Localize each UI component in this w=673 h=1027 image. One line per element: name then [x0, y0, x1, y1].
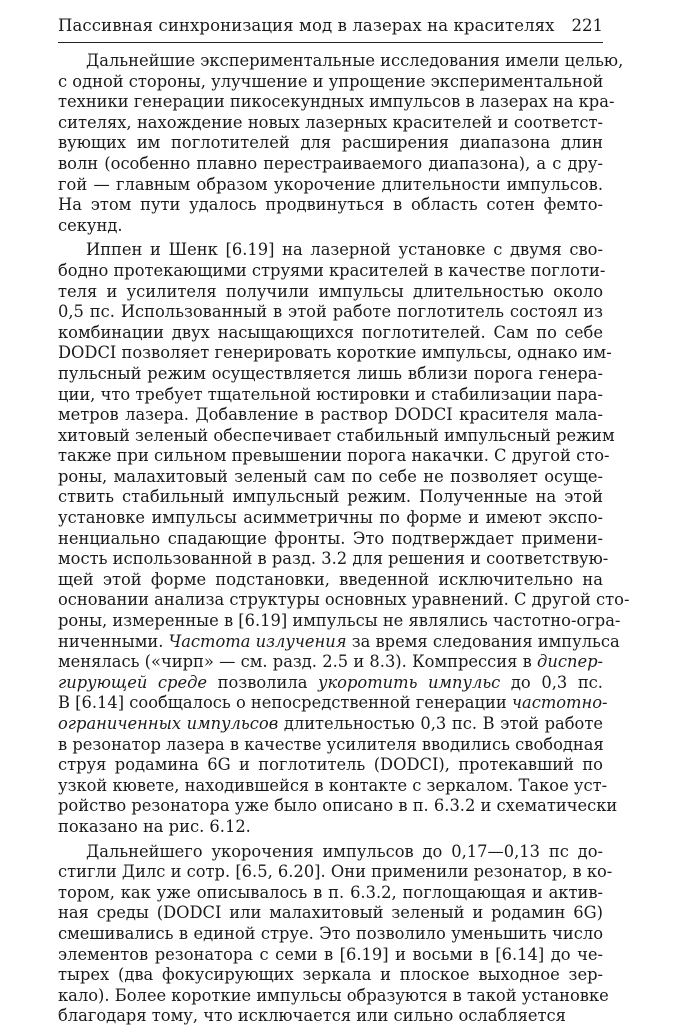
- text-line: волн (особенно плавно перестраиваемого диапазона), а с дру-: [58, 153, 603, 173]
- text-line: сителях, нахождение новых лазерных красителей и соответст-: [58, 112, 603, 132]
- body-text: [58, 51, 630, 1027]
- text-line: установке импульсы асимметричны по форме и имеют экспо-: [58, 508, 603, 528]
- text-line: элементов резонатора с семи в [6.19] и восьми в [6.14] до че-: [58, 944, 603, 964]
- text-line: менялась («чирп» — см. разд. 2.5 и 8.3). Компрессия в диспер-: [58, 652, 603, 672]
- text-line: струя родамина 6G и поглотитель (DODCI), протекавший по: [58, 755, 603, 775]
- text-line: с одной стороны, улучшение и упрощение экспериментальной: [58, 71, 604, 91]
- text-line: также при сильном превышении порога накачки. С другой сто-: [58, 446, 610, 466]
- text-line: В [6.14] сообщалось о непосредственной генерации частотно-: [58, 693, 608, 713]
- page-header: [58, 16, 603, 43]
- paragraph: [58, 841, 613, 1027]
- text-line: в резонатор лазера в качестве усилителя вводились свободная: [58, 734, 604, 754]
- text-line: ствить стабильный импульсный режим. Полученные на этой: [58, 487, 603, 507]
- text-line: ции, что требует тщательной юстировки и стабилизации пара-: [58, 384, 603, 404]
- text-line: комбинации двух насыщающихся поглотителей. Сам по себе: [58, 322, 603, 342]
- text-line: ройство резонатора уже было описано в п. 6.3.2 и схематически: [58, 796, 618, 816]
- text-line: тором, как уже описывалось в п. 6.3.2, поглощающая и актив-: [58, 882, 603, 902]
- text-line: На этом пути удалось продвинуться в область сотен фемто-: [58, 195, 603, 215]
- text-line: DODCI позволяет генерировать короткие импульсы, однако им-: [58, 343, 612, 363]
- text-line: пульсный режим осуществляется лишь вблизи порога генера-: [58, 363, 603, 383]
- text-line: щей этой форме подстановки, введенной исключительно на: [58, 569, 603, 589]
- text-line: кало). Более короткие импульсы образуются в такой установке: [58, 985, 609, 1005]
- paragraph: [58, 240, 630, 837]
- text-line: гирующей среде позволила укоротить импульс до 0,3 пс.: [58, 672, 603, 692]
- text-line: вующих им поглотителей для расширения диапазона длин: [58, 133, 603, 153]
- text-line: роны, малахитовый зеленый сам по себе не позволяет осуще-: [58, 466, 603, 486]
- text-line: метров лазера. Добавление в раствор DODCI красителя мала-: [58, 405, 603, 425]
- text-line: показано на рис. 6.12.: [58, 816, 251, 836]
- text-line: 0,5 пс. Использованный в этой работе поглотитель состоял из: [58, 302, 603, 322]
- running-title: Пассивная синхронизация мод в лазерах на красителях: [58, 16, 555, 35]
- text-line: гой — главным образом укорочение длительности импульсов.: [58, 174, 603, 194]
- text-line: стигли Дилс и сотр. [6.5, 6.20]. Они применили резонатор, в ко-: [58, 862, 613, 882]
- text-line: хитовый зеленый обеспечивает стабильный импульсный режим: [58, 425, 615, 445]
- text-line: основании анализа структуры основных уравнений. С другой сто-: [58, 590, 630, 610]
- text-line: секунд.: [58, 215, 123, 235]
- text-line: ная среды (DODCI или малахитовый зеленый и родамин 6G): [58, 903, 603, 923]
- text-line: тырех (два фокусирующих зеркала и плоское выходное зер-: [58, 965, 603, 985]
- text-line: мость использованной в разд. 3.2 для решения и соответствую-: [58, 549, 609, 569]
- text-line: Дальнейшие экспериментальные исследования имели целью,: [86, 51, 624, 70]
- text-line: бодно протекающими струями красителей в качестве поглоти-: [58, 260, 606, 280]
- text-line: Дальнейшего укорочения импульсов до 0,17—0,13 пс до-: [86, 841, 603, 861]
- page-number: 221: [571, 16, 603, 35]
- text-line: ограниченных импульсов длительностью 0,3 пс. В этой работе: [58, 714, 603, 733]
- text-line: техники генерации пикосекундных импульсов в лазерах на кра-: [58, 92, 615, 112]
- text-line: смешивались в единой струе. Это позволило уменьшить число: [58, 923, 603, 943]
- paragraph: [58, 51, 624, 236]
- text-line: ниченными. Частота излучения за время следования импульса: [58, 631, 620, 651]
- text-line: благодаря тому, что исключается или сильно ослабляется: [58, 1006, 566, 1026]
- text-line: роны, измеренные в [6.19] импульсы не являлись частотно-огра-: [58, 611, 621, 631]
- text-line: теля и усилителя получили импульсы длительностью около: [58, 281, 603, 301]
- text-line: Иппен и Шенк [6.19] на лазерной установке с двумя сво-: [86, 240, 603, 260]
- text-line: ненциально спадающие фронты. Это подтверждает примени-: [58, 528, 603, 548]
- text-line: узкой кювете, находившейся в контакте с зеркалом. Такое уст-: [58, 775, 608, 795]
